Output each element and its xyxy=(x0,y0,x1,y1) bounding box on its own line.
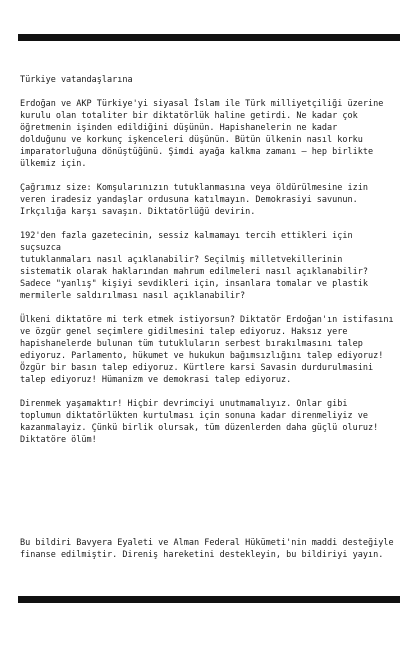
paragraph-demands: Ülkeni diktatöre mi terk etmek istiyorsun? Diktatör Erdoğan'ın istifasını ve özgür genel seçimlere gidilmesini talep ediyoruz. Haksız yere hapishanelerde bulunan tüm tutukluların serbest bırakılmasını talep ediyoruz. Parlamento, hükumet ve hukukun bağımsızlığını talep ediyoruz! Özgür bir basın talep ediyoruz. Kürtlere karsi Savasin durdurulmasini talep ediyoruz! Hümanizm ve demokrasi talep ediyoruz. xyxy=(20,315,394,385)
letter-body xyxy=(20,74,398,446)
top-divider xyxy=(18,34,400,41)
funding-note xyxy=(20,537,398,561)
salutation: Türkiye vatandaşlarına xyxy=(20,75,133,85)
footer-text: Bu bildiri Bavyera Eyaleti ve Alman Federal Hükümeti'nin maddi desteğiyle finanse edilmiştir. Direniş hareketini destekleyin, bu bildiriyi yayın. xyxy=(20,538,394,560)
paragraph-intro: Erdoğan ve AKP Türkiye'yi siyasal İslam ile Türk milliyetçiliği üzerine kurulu olan totaliter bir diktatörlük haline getirdi. Ne kadar çok öğretmenin işinden edildiğini düşünün. Hapishanelerin ne kadar dolduğunu ve korkunç işkenceleri düşünün. Bütün ülkenin nasıl korku imparatorluğuna dönüştüğünü. Şimdi ayağa kalkma zamanı – hep birlikte ülkemiz için. xyxy=(20,99,384,169)
paragraph-resistance: Direnmek yaşamaktır! Hiçbir devrimciyi unutmamalıyız. Onlar gibi toplumun diktatörlükten kurtulması için sonuna kadar direnmeliyiz ve kazanmalayiz. Çünkü birlik olursak, tüm düzenlerden daha güçlü oluruz! Diktatöre ölüm! xyxy=(20,399,379,445)
paragraph-journalists: 192'den fazla gazetecinin, sessiz kalmamayı tercih ettikleri için suçsuzca tutuklanmaları nasıl açıklanabilir? Seçilmiş milletvekillerinin sistematik olarak haklarından mahrum edilmeleri nasıl açıklanabilir? Sadece "yanlış" kişiyi sevdikleri için, insanlara tomalar ve plastik mermilerle saldırılması nasıl açıklanabilir? xyxy=(20,231,368,301)
bottom-divider xyxy=(18,596,400,603)
paragraph-call: Çağrımız size: Komşularınızın tutuklanmasına veya öldürülmesine izin veren iradesiz yandaşlar ordusuna katılmayın. Demokrasiyi savunun. Irkçılığa karşı savaşın. Diktatörlüğü devirin. xyxy=(20,183,368,217)
